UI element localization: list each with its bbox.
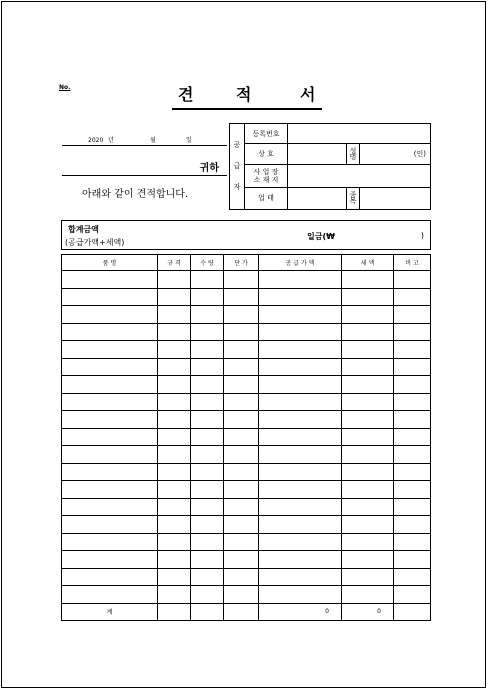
table-cell[interactable] [394, 551, 431, 569]
table-cell[interactable] [224, 516, 259, 534]
table-cell[interactable] [224, 341, 259, 359]
table-cell[interactable] [158, 568, 191, 586]
estimate-sheet [1, 1, 486, 688]
table-cell[interactable] [394, 411, 431, 429]
item-label: 종목 [347, 187, 360, 209]
table-cell[interactable] [158, 288, 191, 306]
date-year-unit: 년 [108, 137, 114, 144]
table-cell[interactable] [259, 271, 342, 289]
business-label: 업 태 [245, 187, 288, 209]
col-supply-amount: 공 급 가 액 [259, 255, 342, 271]
table-row [62, 446, 431, 464]
table-cell[interactable] [342, 463, 394, 481]
table-cell[interactable] [259, 288, 342, 306]
table-row [62, 516, 431, 534]
table-cell[interactable] [342, 498, 394, 516]
recipient-line [62, 162, 227, 176]
table-cell[interactable] [394, 271, 431, 289]
table-cell[interactable] [224, 411, 259, 429]
table-cell[interactable] [158, 271, 191, 289]
table-cell[interactable] [62, 288, 158, 306]
date-day-unit: 일 [186, 137, 192, 144]
table-row [62, 498, 431, 516]
table-cell[interactable] [62, 463, 158, 481]
table-row [62, 533, 431, 551]
table-cell[interactable] [62, 271, 158, 289]
table-row [62, 551, 431, 569]
recipient-suffix: 귀하 [199, 163, 219, 174]
table-cell[interactable] [158, 533, 191, 551]
table-cell[interactable] [259, 358, 342, 376]
title-char-3: 서 [300, 85, 316, 104]
table-row [62, 586, 431, 604]
table-cell[interactable] [259, 551, 342, 569]
table-cell[interactable] [259, 393, 342, 411]
table-row [62, 568, 431, 586]
table-cell[interactable] [62, 586, 158, 604]
supply-total: 0 [259, 603, 342, 621]
table-cell[interactable] [191, 341, 224, 359]
table-cell[interactable] [191, 393, 224, 411]
table-cell[interactable] [158, 463, 191, 481]
table-cell[interactable] [224, 568, 259, 586]
table-cell[interactable] [342, 341, 394, 359]
total-row [62, 603, 431, 621]
table-cell[interactable] [394, 498, 431, 516]
table-cell[interactable] [394, 463, 431, 481]
table-cell[interactable] [342, 358, 394, 376]
table-row [62, 481, 431, 499]
table-cell[interactable] [224, 323, 259, 341]
date-line [62, 133, 227, 146]
table-cell[interactable] [224, 271, 259, 289]
table-cell[interactable] [191, 516, 224, 534]
table-cell[interactable] [62, 358, 158, 376]
seal-mark: (인) [413, 150, 426, 159]
table-cell[interactable] [62, 376, 158, 394]
table-cell[interactable] [394, 586, 431, 604]
table-cell[interactable] [259, 568, 342, 586]
table-cell[interactable] [191, 428, 224, 446]
table-cell[interactable] [394, 341, 431, 359]
company-value[interactable] [288, 144, 347, 165]
table-cell[interactable] [342, 428, 394, 446]
col-qty: 수 량 [191, 255, 224, 271]
date-year: 2020 [88, 137, 104, 144]
table-cell[interactable] [191, 358, 224, 376]
estimate-note: 아래와 같이 견적합니다. [82, 189, 189, 200]
table-cell[interactable] [259, 463, 342, 481]
address-value[interactable] [288, 165, 431, 187]
amount-label: 일금(₩ [307, 232, 335, 241]
table-cell[interactable] [62, 498, 158, 516]
page-title [172, 82, 322, 110]
table-cell[interactable] [342, 533, 394, 551]
table-cell[interactable] [158, 393, 191, 411]
table-cell[interactable] [259, 376, 342, 394]
table-cell[interactable] [259, 586, 342, 604]
table-cell[interactable] [394, 533, 431, 551]
table-cell[interactable] [191, 586, 224, 604]
table-cell[interactable] [62, 481, 158, 499]
table-cell[interactable] [394, 428, 431, 446]
table-cell[interactable] [394, 306, 431, 324]
table-cell[interactable] [158, 586, 191, 604]
table-cell[interactable] [342, 323, 394, 341]
table-cell[interactable] [191, 568, 224, 586]
table-cell[interactable] [224, 393, 259, 411]
table-cell[interactable] [62, 446, 158, 464]
table-cell[interactable] [342, 306, 394, 324]
table-cell[interactable] [394, 481, 431, 499]
table-cell[interactable] [259, 323, 342, 341]
table-cell[interactable] [394, 323, 431, 341]
table-cell[interactable] [342, 551, 394, 569]
table-cell[interactable] [191, 376, 224, 394]
table-cell[interactable] [62, 568, 158, 586]
table-cell[interactable] [158, 551, 191, 569]
table-cell[interactable] [224, 428, 259, 446]
table-cell[interactable] [224, 533, 259, 551]
total-row-label: 계 [62, 603, 158, 621]
col-tax: 세 액 [342, 255, 394, 271]
table-cell[interactable] [259, 411, 342, 429]
name-value[interactable] [360, 144, 431, 165]
table-cell[interactable] [342, 516, 394, 534]
table-cell[interactable] [394, 393, 431, 411]
table-row [62, 411, 431, 429]
table-cell[interactable] [342, 481, 394, 499]
date-month-unit: 월 [150, 137, 156, 144]
table-cell[interactable] [62, 516, 158, 534]
table-cell[interactable] [259, 428, 342, 446]
table-cell[interactable] [62, 393, 158, 411]
table-cell[interactable] [62, 428, 158, 446]
table-cell[interactable] [394, 516, 431, 534]
total-amount-box [61, 220, 431, 250]
table-cell[interactable] [191, 288, 224, 306]
table-cell[interactable] [158, 516, 191, 534]
table-cell[interactable] [224, 288, 259, 306]
table-cell[interactable] [224, 376, 259, 394]
col-item-name: 품 명 [62, 255, 158, 271]
amount-close: ) [420, 231, 424, 240]
col-remarks: 비 고 [394, 255, 431, 271]
document-number-label: No. [59, 84, 71, 91]
table-cell[interactable] [191, 446, 224, 464]
table-cell[interactable] [224, 586, 259, 604]
supplier-side-label: 공 급 자 [230, 124, 245, 210]
table-cell[interactable] [259, 516, 342, 534]
tax-total: 0 [342, 603, 394, 621]
table-cell[interactable] [62, 411, 158, 429]
table-cell[interactable] [259, 306, 342, 324]
col-spec: 규 격 [158, 255, 191, 271]
table-cell[interactable] [342, 376, 394, 394]
total-label: 합계금액 [68, 225, 99, 234]
item-value[interactable] [360, 187, 431, 209]
table-cell[interactable] [394, 446, 431, 464]
title-char-1: 견 [178, 85, 194, 104]
table-cell[interactable] [224, 446, 259, 464]
table-cell[interactable] [342, 411, 394, 429]
table-cell[interactable] [394, 288, 431, 306]
table-cell[interactable] [191, 533, 224, 551]
table-cell[interactable] [394, 568, 431, 586]
table-cell[interactable] [224, 358, 259, 376]
table-cell[interactable] [158, 358, 191, 376]
address-label: 사 업 장 소 재 지 [245, 165, 288, 187]
table-cell[interactable] [62, 551, 158, 569]
table-cell[interactable] [342, 271, 394, 289]
table-cell[interactable] [191, 551, 224, 569]
title-char-2: 적 [236, 85, 252, 104]
table-cell[interactable] [259, 481, 342, 499]
table-cell[interactable] [158, 341, 191, 359]
reg-no-value[interactable] [288, 124, 431, 144]
table-cell[interactable] [259, 341, 342, 359]
items-table [61, 254, 431, 621]
table-row [62, 428, 431, 446]
table-row [62, 271, 431, 289]
table-cell[interactable] [259, 498, 342, 516]
table-cell[interactable] [224, 551, 259, 569]
business-value[interactable] [288, 187, 347, 209]
table-cell[interactable] [191, 411, 224, 429]
table-row [62, 288, 431, 306]
table-row [62, 463, 431, 481]
table-cell[interactable] [62, 323, 158, 341]
table-cell[interactable] [342, 393, 394, 411]
table-cell[interactable] [62, 533, 158, 551]
total-sublabel: (공급가액+세액) [65, 238, 125, 247]
col-unit-price: 단 가 [224, 255, 259, 271]
table-row [62, 341, 431, 359]
table-cell[interactable] [62, 341, 158, 359]
table-cell[interactable] [158, 306, 191, 324]
table-cell[interactable] [158, 323, 191, 341]
table-cell[interactable] [158, 481, 191, 499]
table-cell[interactable] [191, 323, 224, 341]
reg-no-label: 등록번호 [245, 124, 288, 144]
table-cell[interactable] [224, 481, 259, 499]
table-cell[interactable] [191, 306, 224, 324]
table-cell[interactable] [158, 446, 191, 464]
table-row [62, 323, 431, 341]
table-cell[interactable] [342, 288, 394, 306]
table-cell[interactable] [224, 463, 259, 481]
table-cell[interactable] [158, 428, 191, 446]
table-cell[interactable] [191, 463, 224, 481]
table-cell[interactable] [224, 498, 259, 516]
company-label: 상 호 [245, 144, 288, 165]
name-label: 성명 [347, 144, 360, 165]
table-row [62, 376, 431, 394]
table-cell[interactable] [158, 498, 191, 516]
table-row [62, 306, 431, 324]
table-cell[interactable] [158, 376, 191, 394]
table-cell[interactable] [394, 376, 431, 394]
table-cell[interactable] [259, 533, 342, 551]
table-cell[interactable] [224, 306, 259, 324]
supplier-table [229, 123, 431, 210]
table-cell[interactable] [259, 446, 342, 464]
table-row [62, 393, 431, 411]
table-cell[interactable] [191, 481, 224, 499]
table-cell[interactable] [394, 358, 431, 376]
table-cell[interactable] [62, 306, 158, 324]
table-cell[interactable] [342, 446, 394, 464]
table-cell[interactable] [158, 411, 191, 429]
table-cell[interactable] [191, 498, 224, 516]
items-header-row [62, 255, 431, 271]
table-row [62, 358, 431, 376]
table-cell[interactable] [191, 271, 224, 289]
table-cell[interactable] [342, 586, 394, 604]
table-cell[interactable] [342, 568, 394, 586]
